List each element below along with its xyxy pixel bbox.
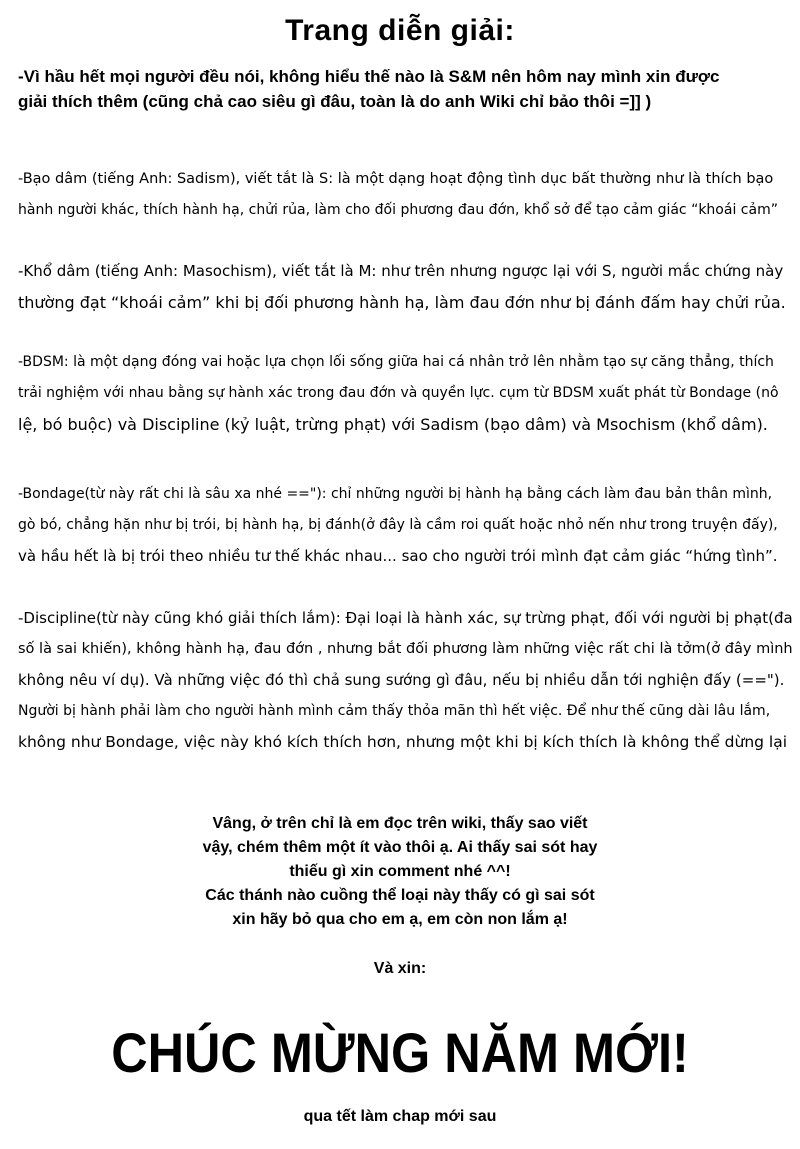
definition-line: -BDSM: là một dạng đóng vai hoặc lựa chọn lối sống giữa hai cá nhân trở lên nhằm tạo sự căng thẳng, thích	[18, 354, 774, 370]
definition-line: không nêu ví dụ). Và những việc đó thì chả sung sướng gì đâu, nếu bị nhiều dẫn tới nghiện đấy (==").	[18, 671, 785, 689]
definition-masochism	[18, 256, 793, 318]
va-xin-label: Và xin:	[373, 960, 427, 977]
definition-sadism	[18, 164, 793, 226]
definition-line: -Bondage(từ này rất chi là sâu xa nhé =="): chỉ những người bị hành hạ bằng cách làm đau bản thân mình,	[18, 486, 773, 502]
definition-line: không như Bondage, việc này khó kích thích hơn, nhưng một khi bị kích thích là không thể dừng lại	[18, 733, 788, 751]
closing-line: Vâng, ở trên chỉ là em đọc trên wiki, thấy sao viết	[212, 815, 588, 832]
footer-note: qua tết làm chap mới sau	[303, 1108, 497, 1125]
page-title: Trang diễn giải:	[285, 14, 515, 47]
definition-line: và hầu hết là bị trói theo nhiều tư thế khác nhau... sao cho người trói mình đạt cảm giác “hứng tình”.	[18, 547, 778, 565]
definition-line: số là sai khiến), không hành hạ, đau đớn , nhưng bắt đối phương làm những việc rất chi là tởm(ở đây mình	[18, 641, 793, 657]
new-year-banner: CHÚC MỪNG NĂM MỚI!	[111, 1021, 689, 1084]
definition-line: trải nghiệm với nhau bằng sự hành xác trong đau đớn và quyền lực. cụm từ BDSM xuất phát từ Bondage (nô	[18, 385, 779, 401]
definition-line: hành người khác, thích hành hạ, chửi rủa, làm cho đối phương đau đớn, khổ sở để tạo cảm giác “khoái cảm”	[18, 202, 778, 218]
definition-line: gò bó, chẳng hặn như bị trói, bị hành hạ, bị đánh(ở đây là cầm roi quất hoặc nhỏ nến như trong truyện đấy),	[18, 517, 778, 533]
intro-line: giải thích thêm (cũng chả cao siêu gì đâu, toàn là do anh Wiki chỉ bảo thôi =]] )	[18, 92, 652, 111]
definition-bondage	[18, 479, 793, 572]
definition-line: lệ, bó buộc) và Discipline (kỷ luật, trừng phạt) với Sadism (bạo dâm) và Msochism (khổ dâm).	[18, 415, 768, 434]
closing-note	[0, 812, 800, 932]
closing-line: xin hãy bỏ qua cho em ạ, em còn non lắm ạ!	[232, 911, 568, 928]
intro-paragraph	[18, 64, 788, 114]
definition-bdsm	[18, 347, 793, 440]
closing-line: thiếu gì xin comment nhé ^^!	[289, 863, 511, 880]
intro-line: -Vì hầu hết mọi người đều nói, không hiểu thế nào là S&M nên hôm nay mình xin được	[18, 67, 720, 86]
definition-line: -Khổ dâm (tiếng Anh: Masochism), viết tắt là M: như trên nhưng ngược lại với S, người mắc chứng này	[18, 262, 784, 280]
closing-line: vậy, chém thêm một ít vào thôi ạ. Ai thấy sai sót hay	[202, 839, 598, 856]
definition-line: Người bị hành phải làm cho người hành mình cảm thấy thỏa mãn thì hết việc. Để như thế cũng dài lâu lắm,	[18, 703, 771, 719]
definition-line: -Discipline(từ này cũng khó giải thích lắm): Đại loại là hành xác, sự trừng phạt, đối với người bị phạt(đa	[18, 609, 793, 627]
definition-discipline	[18, 603, 793, 758]
definition-line: thường đạt “khoái cảm” khi bị đối phương hành hạ, làm đau đớn như bị đánh đấm hay chửi rủa.	[18, 293, 786, 312]
closing-line: Các thánh nào cuồng thể loại này thấy có gì sai sót	[205, 887, 595, 904]
definition-line: -Bạo dâm (tiếng Anh: Sadism), viết tắt là S: là một dạng hoạt động tình dục bất thường như là thích bạo	[18, 171, 774, 187]
